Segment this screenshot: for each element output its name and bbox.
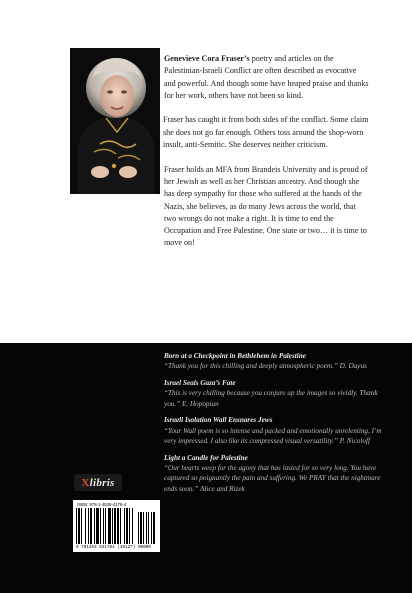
barcode-bars bbox=[76, 508, 157, 545]
logo-initial: X bbox=[81, 476, 90, 489]
publisher-logo bbox=[74, 474, 122, 491]
bio-paragraph-1 bbox=[164, 53, 369, 102]
review-quote: “Thank you for this chilling and deeply atmospheric poem.” D. Dayus bbox=[164, 362, 367, 371]
isbn-barcode bbox=[73, 500, 160, 552]
barcode-digits-suffix: (3612?) bbox=[117, 545, 136, 550]
bio-paragraph-3: Fraser holds an MFA from Brandeis University and is proud of her Jewish as well as her Christian ancestry. And though she has deep sympathy for those who suffered at the hands of the Nazis, she believes, as do many Jews across the world, that two wrongs do not make a right. It is time to end the Occupation and Free Palestine. One state or two… it is time to move on! bbox=[164, 164, 368, 248]
review-title: Israel Seals Gaza’s Fate bbox=[164, 379, 236, 388]
review-quote: “Your Wall poem is so intense and packed and emotionally unrelenting, I’m very impressed. I also like its compressed visual versatility.” P. Nicoloff bbox=[164, 426, 382, 446]
barcode-digits-main: 9 781453 541784 bbox=[76, 545, 115, 550]
review-item bbox=[164, 351, 386, 372]
review-item bbox=[164, 453, 386, 494]
author-name: Genevieve Cora Fraser’s bbox=[164, 54, 250, 63]
isbn-number: ISBN: 978-1-4535-4178-4 bbox=[77, 502, 127, 507]
review-quote: “This is very chilling because you conjure up the images so vividly. Thank you.” E. Hopopian bbox=[164, 389, 378, 408]
bio-paragraph-2: Fraser has caught it from both sides of the conflict. Some claim she does not go far enough. Others toss around the shop-worn insult, anti-Semitic. She deserves neither criticism. bbox=[163, 115, 369, 150]
review-title: Born at a Checkpoint in Bethlehem in Palestine bbox=[164, 352, 306, 360]
bio-paragraph-1-text: poetry and articles on the Palestinian-Israeli Conflict are often described as evocative and powerful. And though some have heaped praise and thanks for her work, others have not been so kind. bbox=[164, 54, 369, 100]
review-title: Israeli Isolation Wall Ensnares Jews bbox=[164, 416, 273, 425]
barcode-digits bbox=[76, 545, 151, 550]
reviews-list bbox=[164, 351, 386, 501]
barcode-digits-addon: 90000 bbox=[137, 545, 151, 550]
author-photo bbox=[70, 48, 160, 194]
review-title: Light a Candle for Palestine bbox=[164, 453, 248, 462]
review-quote: “Our hearts weep for the agony that has lasted for so very long. You have captured so poignantly the pain and suffering. We PRAY that the nightmare ends soon.” Alice and Rizek bbox=[164, 464, 381, 493]
logo-text: libris bbox=[89, 476, 115, 489]
author-bio bbox=[164, 53, 369, 262]
author-portrait-image bbox=[70, 48, 160, 194]
review-item bbox=[164, 415, 386, 446]
review-item bbox=[164, 378, 386, 409]
